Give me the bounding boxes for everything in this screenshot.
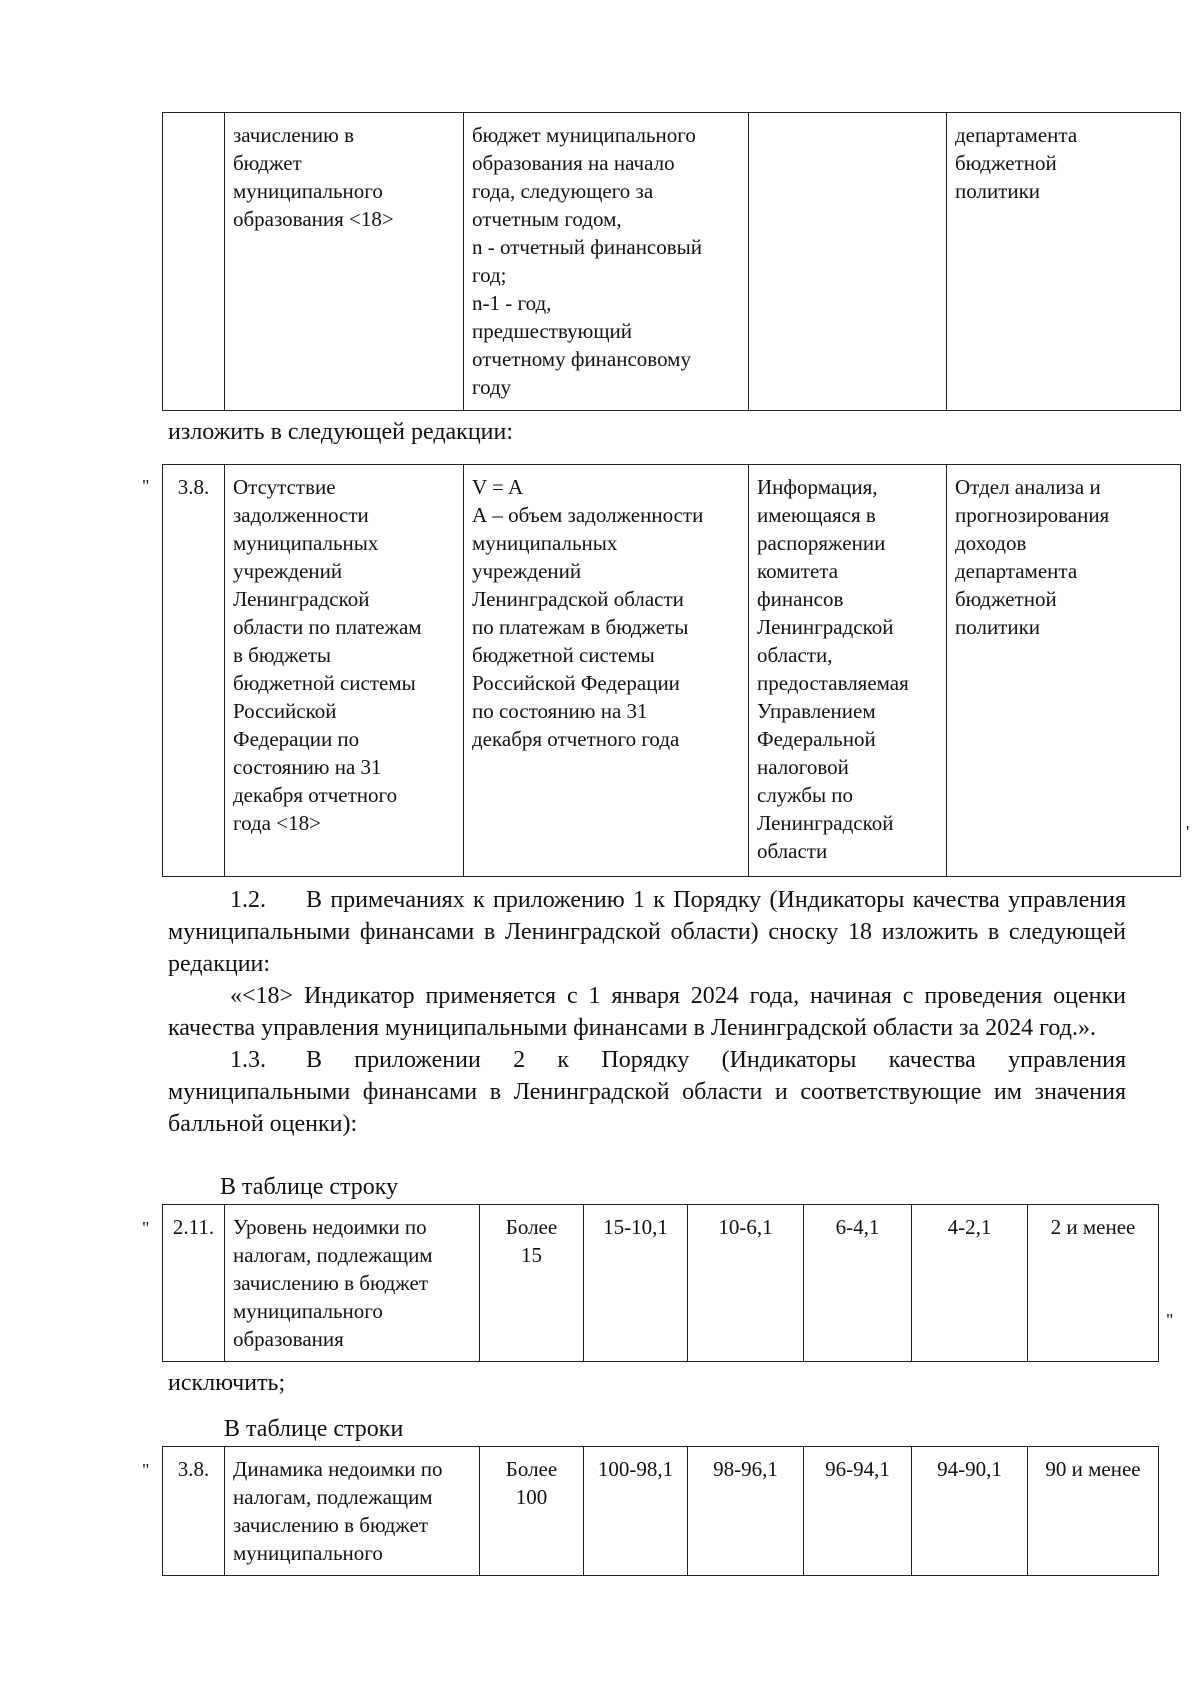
cell-formula: бюджет муниципального образования на начало года, следующего за отчетным годом, n - отчетный финансовый год; n-1 - год, предшествующий отчетному финансовому году bbox=[464, 113, 749, 411]
paragraph-number: 1.2. bbox=[230, 887, 266, 913]
cell-source bbox=[749, 113, 947, 411]
paragraph-1-2 bbox=[168, 884, 1126, 1140]
label-rows: В таблице строки bbox=[224, 1416, 404, 1442]
cell-number: 2.11. bbox=[163, 1205, 225, 1362]
cell-responsible: Отдел анализа и прогнозирования доходов департамента бюджетной политики bbox=[947, 465, 1181, 877]
cell-value: 94-90,1 bbox=[912, 1447, 1028, 1576]
table-new-row bbox=[162, 464, 1181, 877]
cell-value: 15-10,1 bbox=[584, 1205, 688, 1362]
quote-open-mark: " bbox=[142, 476, 150, 496]
text-after-table1: изложить в следующей редакции: bbox=[168, 419, 514, 445]
cell-indicator: Динамика недоимки по налогам, подлежащим зачислению в бюджет муниципального bbox=[225, 1447, 480, 1576]
cell-number: 3.8. bbox=[163, 465, 225, 877]
table-row bbox=[163, 113, 1181, 411]
cell-value: Более 15 bbox=[480, 1205, 584, 1362]
table-row bbox=[163, 1447, 1159, 1576]
cell-value: 2 и менее bbox=[1028, 1205, 1159, 1362]
cell-number: 3.8. bbox=[163, 1447, 225, 1576]
cell-value: 6-4,1 bbox=[804, 1205, 912, 1362]
paragraph-number: 1.3. bbox=[230, 1047, 266, 1073]
cell-responsible: департамента бюджетной политики bbox=[947, 113, 1181, 411]
cell-value: 100-98,1 bbox=[584, 1447, 688, 1576]
cell-value: 4-2,1 bbox=[912, 1205, 1028, 1362]
cell-number bbox=[163, 113, 225, 411]
quote-open-mark: " bbox=[142, 1460, 150, 1480]
table-old-row bbox=[162, 112, 1181, 411]
cell-indicator: зачислению в бюджет муниципального образования <18> bbox=[225, 113, 464, 411]
table-row bbox=[163, 465, 1181, 877]
cell-value: 96-94,1 bbox=[804, 1447, 912, 1576]
paragraph-text: В приложении 2 к Порядку (Индикаторы качества управления муниципальными финансами в Ленинградской области и соответствующие им значения балльной оценки): bbox=[168, 1047, 1126, 1137]
paragraph-quote: «<18> Индикатор применяется с 1 января 2024 года, начиная с проведения оценки качества управления муниципальными финансами в Ленинградской области за 2024 год.». bbox=[168, 983, 1126, 1041]
paragraph-text: В примечаниях к приложению 1 к Порядку (Индикаторы качества управления муниципальными финансами в Ленинградской области) сноску 18 изложить в следующей редакции: bbox=[168, 887, 1126, 977]
cell-value: 90 и менее bbox=[1028, 1447, 1159, 1576]
quote-open-mark: " bbox=[142, 1218, 150, 1238]
label-row: В таблице строку bbox=[220, 1174, 399, 1200]
table-row bbox=[163, 1205, 1159, 1362]
cell-value: Более 100 bbox=[480, 1447, 584, 1576]
table-row-3-8 bbox=[162, 1446, 1159, 1576]
cell-source: Информация, имеющаяся в распоряжении комитета финансов Ленинградской области, предоставляемая Управлением Федеральной налоговой службы по Ленинградской области bbox=[749, 465, 947, 877]
quote-close-mark: ' bbox=[1186, 822, 1190, 842]
table-row-2-11 bbox=[162, 1204, 1159, 1362]
quote-close-mark: " bbox=[1166, 1310, 1174, 1330]
cell-indicator: Отсутствие задолженности муниципальных учреждений Ленинградской области по платежам в бюджеты бюджетной системы Российской Федерации по состоянию на 31 декабря отчетного года <18> bbox=[225, 465, 464, 877]
cell-value: 98-96,1 bbox=[688, 1447, 804, 1576]
cell-value: 10-6,1 bbox=[688, 1205, 804, 1362]
cell-formula: V = A А – объем задолженности муниципальных учреждений Ленинградской области по платежам в бюджеты бюджетной системы Российской Федерации по состоянию на 31 декабря отчетного года bbox=[464, 465, 749, 877]
text-exclude: исключить; bbox=[168, 1370, 286, 1396]
cell-indicator: Уровень недоимки по налогам, подлежащим зачислению в бюджет муниципального образования bbox=[225, 1205, 480, 1362]
